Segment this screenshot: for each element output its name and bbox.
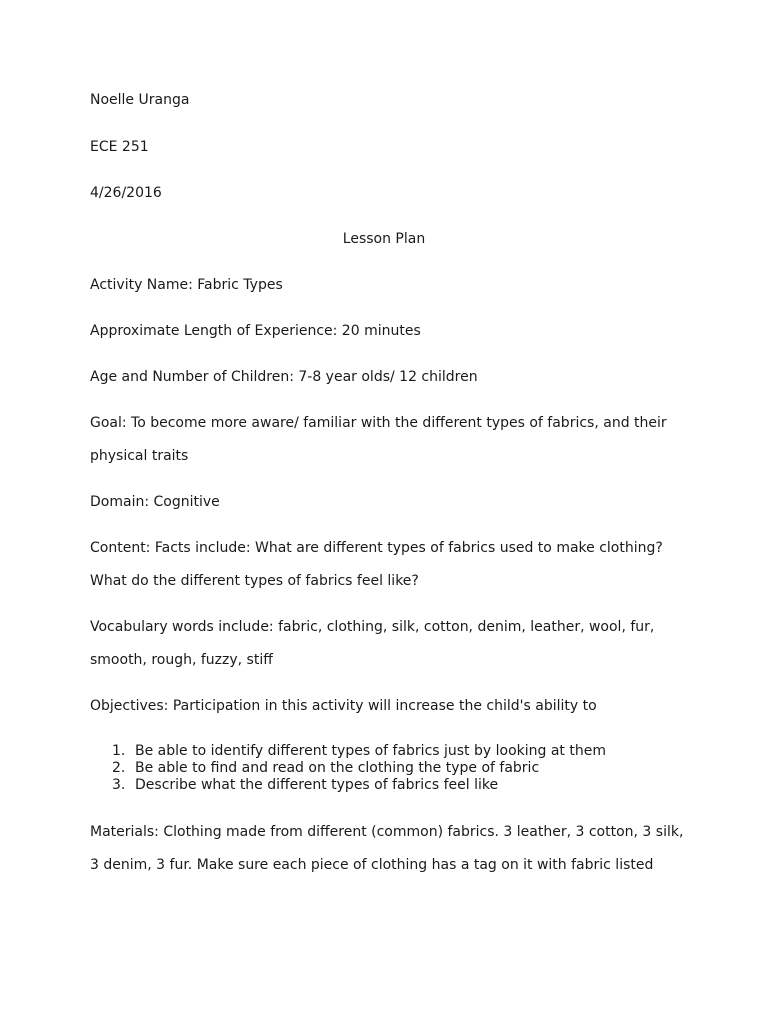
vocabulary-line-1: Vocabulary words include: fabric, clothing, silk, cotton, denim, leather, wool, fur,	[90, 619, 655, 635]
goal-line-2: physical traits	[90, 448, 189, 464]
materials-line-2: 3 denim, 3 fur. Make sure each piece of clothing has a tag on it with fabric listed	[90, 857, 654, 873]
objective-item	[112, 743, 606, 760]
author-name: Noelle Uranga	[90, 92, 190, 108]
course-code: ECE 251	[90, 139, 149, 155]
document-title: Lesson Plan	[342, 231, 426, 247]
experience-length: Approximate Length of Experience: 20 minutes	[90, 323, 421, 339]
activity-name: Activity Name: Fabric Types	[90, 277, 283, 293]
goal-line-1: Goal: To become more aware/ familiar with the different types of fabrics, and their	[90, 415, 667, 431]
age-and-number: Age and Number of Children: 7-8 year olds/ 12 children	[90, 369, 478, 385]
document-date: 4/26/2016	[90, 185, 162, 201]
objective-number: 1.	[112, 743, 126, 759]
objective-text: Be able to find and read on the clothing the type of fabric	[135, 760, 540, 776]
objective-number: 2.	[112, 760, 126, 776]
content-line-2: What do the different types of fabrics feel like?	[90, 573, 419, 589]
objective-text: Describe what the different types of fabrics feel like	[135, 777, 499, 793]
objective-number: 3.	[112, 777, 126, 793]
objective-item	[112, 760, 539, 777]
objective-item	[112, 777, 498, 794]
objectives-heading: Objectives: Participation in this activity will increase the child's ability to	[90, 698, 597, 714]
objective-text: Be able to identify different types of fabrics just by looking at them	[135, 743, 606, 759]
domain: Domain: Cognitive	[90, 494, 220, 510]
content-line-1: Content: Facts include: What are different types of fabrics used to make clothing?	[90, 540, 663, 556]
materials-line-1: Materials: Clothing made from different (common) fabrics. 3 leather, 3 cotton, 3 silk,	[90, 824, 684, 840]
vocabulary-line-2: smooth, rough, fuzzy, stiff	[90, 652, 273, 668]
